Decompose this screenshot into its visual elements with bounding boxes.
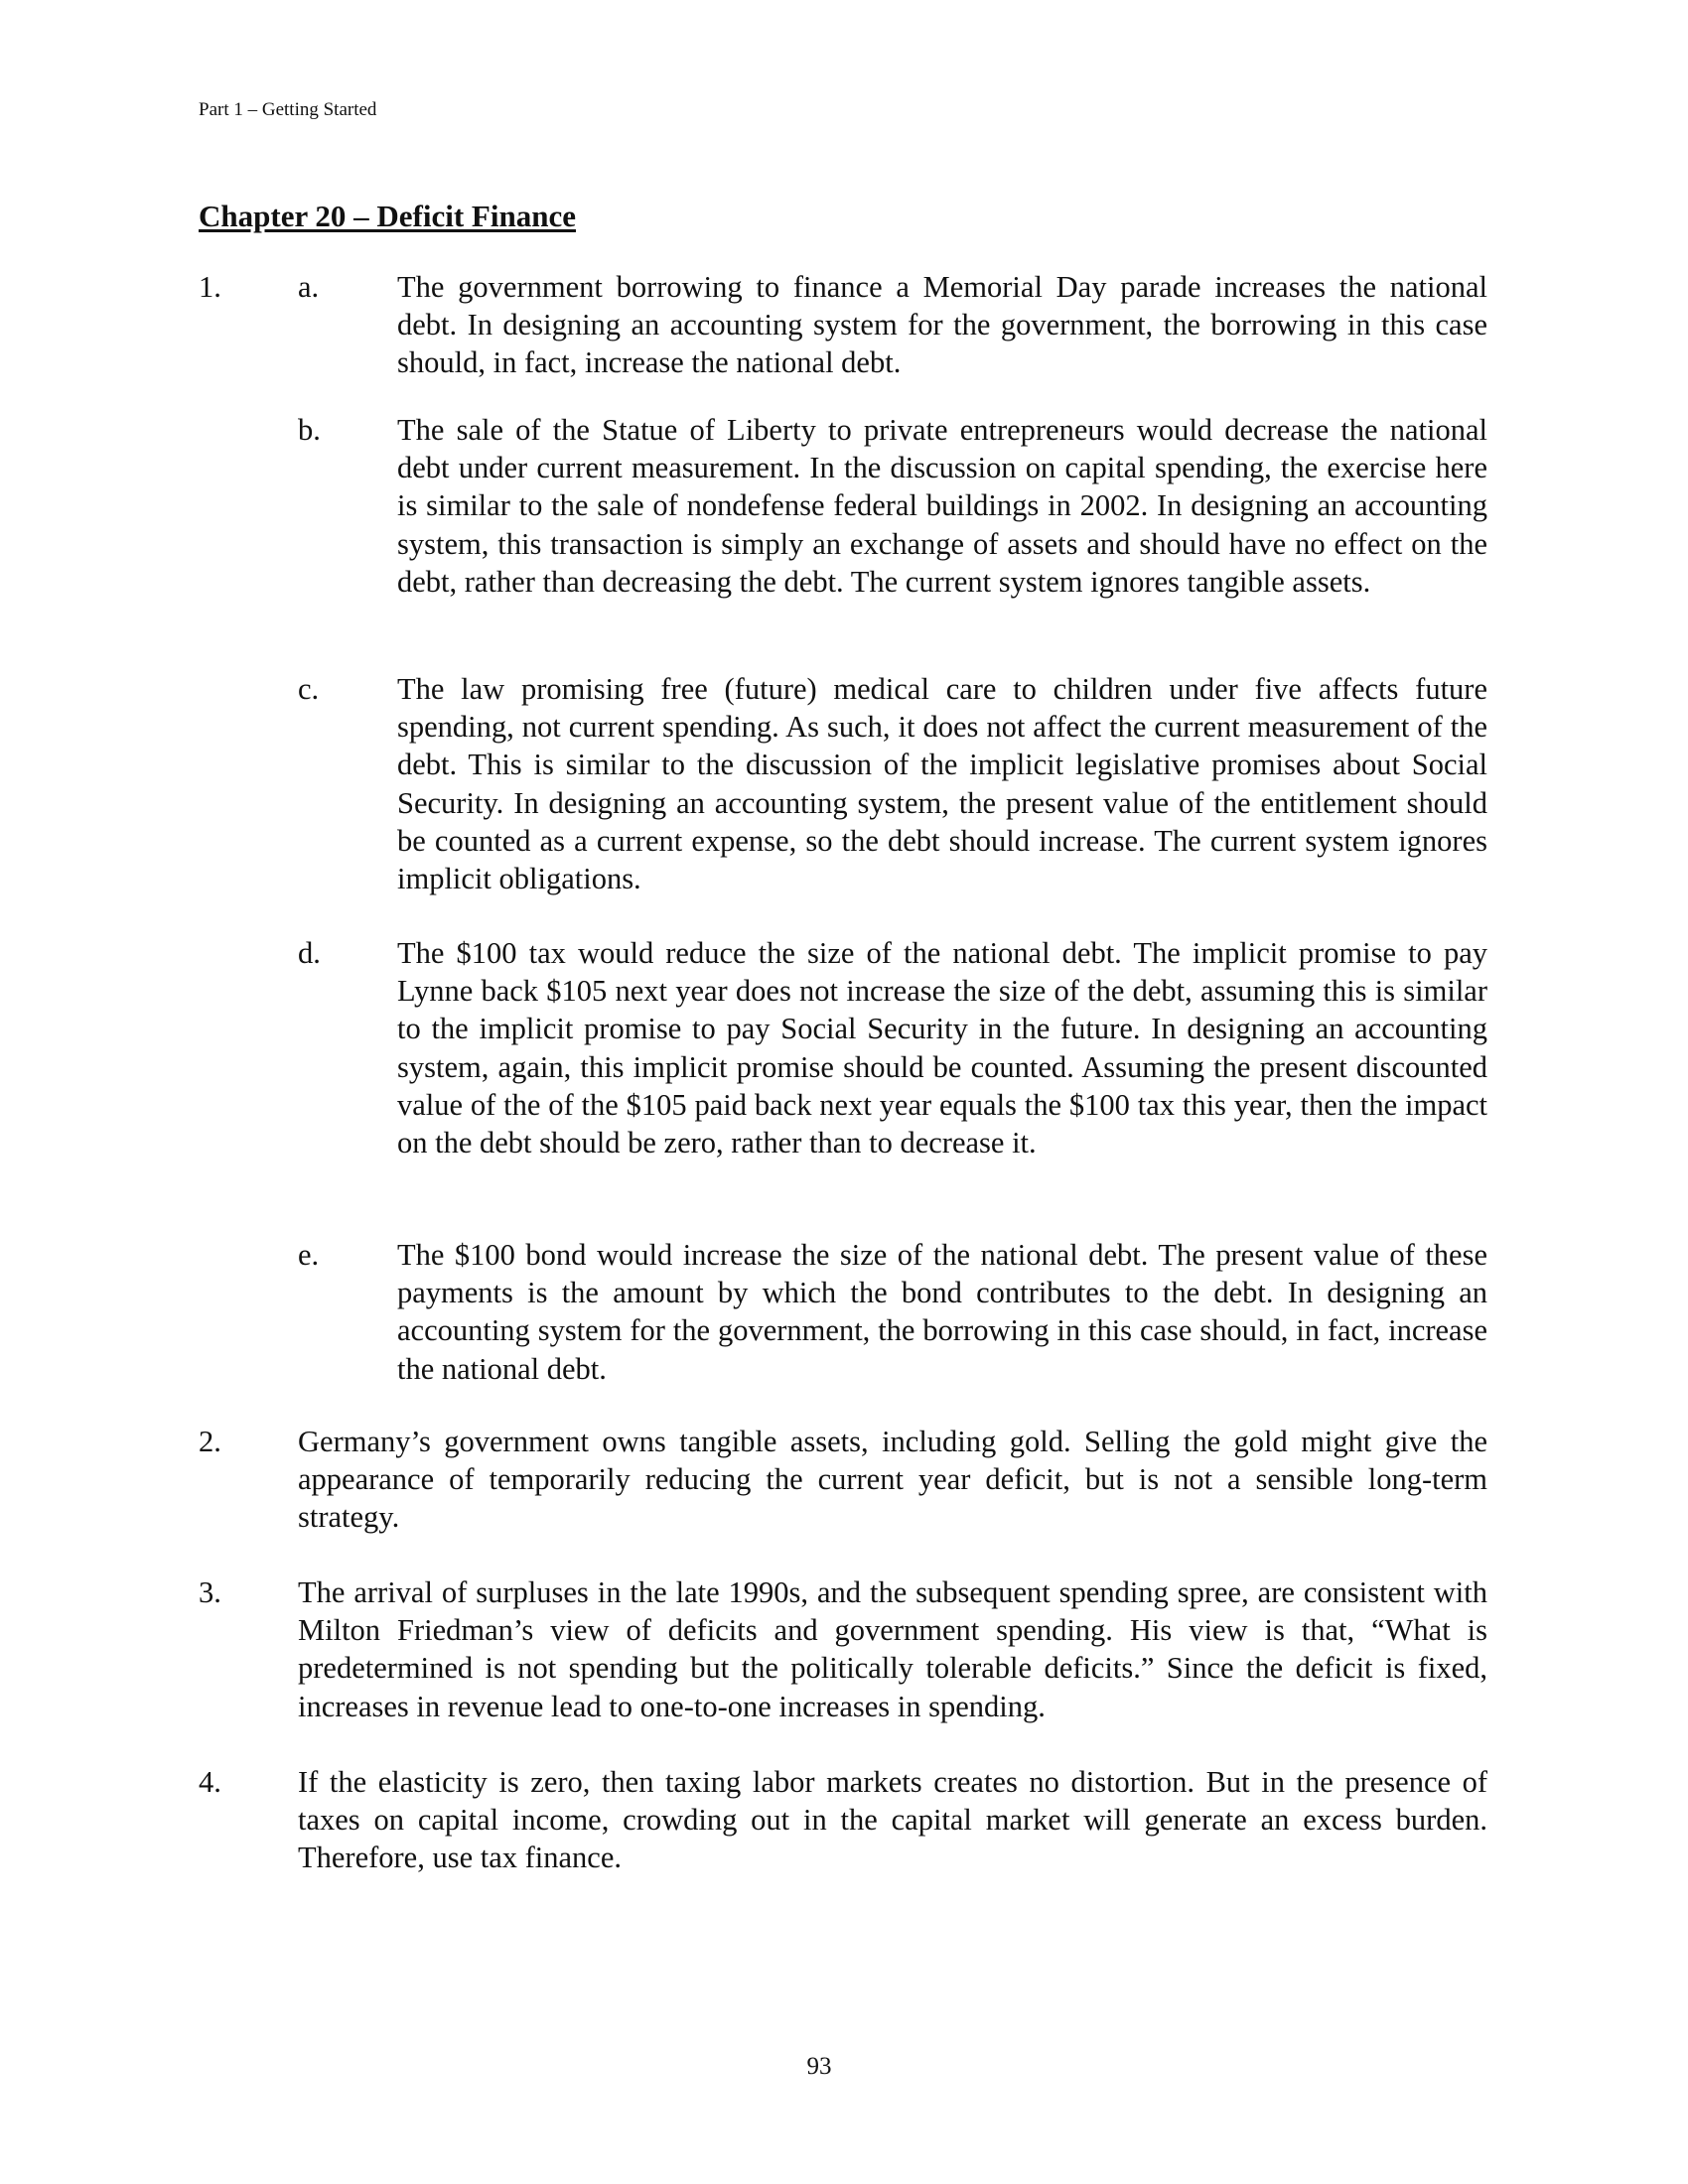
part-letter: a.: [298, 270, 320, 304]
part-text: The sale of the Statue of Liberty to private entrepreneurs would decrease the national debt under current measurement. In the discussion on capital spending, the exercise here is similar to the sale of nondefense federal buildings in 2002. In designing an accounting system, this transaction is simply an exchange of assets and should have no effect on the debt, rather than decreasing the debt. The current system ignores tangible assets.: [397, 413, 1487, 599]
part-letter: c.: [298, 672, 320, 706]
question-text: Germany’s government owns tangible assets, including gold. Selling the gold might give the appearance of temporarily reducing the current year deficit, but is not a sensible long-term strategy.: [298, 1425, 1487, 1535]
question-number: 2.: [199, 1425, 221, 1458]
question-number: 4.: [199, 1765, 221, 1799]
part-letter: b.: [298, 413, 321, 447]
chapter-title: Chapter 20 – Deficit Finance: [199, 199, 576, 233]
question-text: The arrival of surpluses in the late 1990s, and the subsequent spending spree, are consistent with Milton Friedman’s view of deficits and government spending. His view is that, “What is predetermined is not spending but the politically tolerable deficits.” Since the deficit is fixed, increases in revenue lead to one-to-one increases in spending.: [298, 1575, 1487, 1723]
page-number: 93: [806, 2053, 832, 2080]
part-letter: d.: [298, 936, 321, 970]
question-number: 3.: [199, 1575, 221, 1609]
question-text: If the elasticity is zero, then taxing labor markets creates no distortion. But in the presence of taxes on capital income, crowding out in the capital market will generate an excess burden. Therefore, use tax finance.: [298, 1765, 1487, 1875]
part-text: The law promising free (future) medical care to children under five affects future spending, not current spending. As such, it does not affect the current measurement of the debt. This is similar to the discussion of the implicit legislative promises about Social Security. In designing an accounting system, the present value of the entitlement should be counted as a current expense, so the debt should increase. The current system ignores implicit obligations.: [397, 672, 1487, 896]
part-letter: e.: [298, 1238, 320, 1272]
part-text: The $100 tax would reduce the size of the national debt. The implicit promise to pay Lynne back $105 next year does not increase the size of the debt, assuming this is similar to the implicit promise to pay Social Security in the future. In designing an accounting system, again, this implicit promise should be counted. Assuming the present discounted value of the of the $105 paid back next year equals the $100 tax this year, then the impact on the debt should be zero, rather than to decrease it.: [397, 936, 1487, 1160]
running-header: Part 1 – Getting Started: [199, 99, 377, 120]
part-text: The $100 bond would increase the size of the national debt. The present value of these payments is the amount by which the bond contributes to the debt. In designing an accounting system for the government, the borrowing in this case should, in fact, increase the national debt.: [397, 1238, 1487, 1386]
part-text: The government borrowing to finance a Memorial Day parade increases the national debt. In designing an accounting system for the government, the borrowing in this case should, in fact, increase the national debt.: [397, 270, 1487, 380]
question-number: 1.: [199, 270, 221, 304]
